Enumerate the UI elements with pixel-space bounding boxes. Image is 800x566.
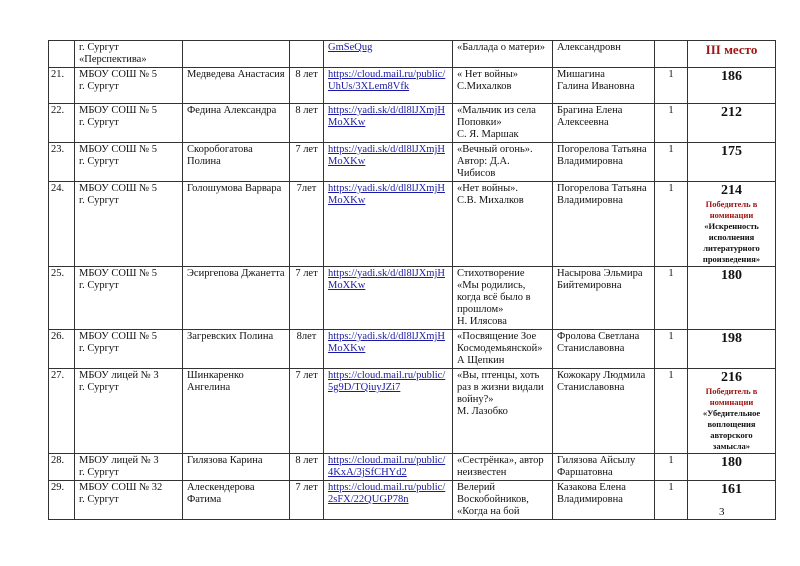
participant-name: Шинкаренко Ангелина bbox=[183, 369, 290, 454]
video-link[interactable]: MoXKw bbox=[328, 117, 366, 128]
link-cell bbox=[324, 143, 453, 182]
school-line: МБОУ лицей № 3 bbox=[79, 370, 159, 381]
count: 1 bbox=[655, 104, 688, 143]
school-line: МБОУ СОШ № 5 bbox=[79, 331, 158, 342]
work-line: «Мальчик из села Поповки» bbox=[457, 105, 536, 128]
work-line: А Щепкин bbox=[457, 355, 505, 366]
school-cell bbox=[75, 182, 183, 267]
school-cell bbox=[75, 143, 183, 182]
row-number: 29. bbox=[49, 481, 75, 520]
row-number: 27. bbox=[49, 369, 75, 454]
score: 212 bbox=[721, 105, 742, 120]
teacher-line: Кожокару Людмила bbox=[557, 370, 646, 381]
video-link[interactable]: MoXKw bbox=[328, 280, 366, 291]
teacher-line: Погорелова Татьяна bbox=[557, 144, 647, 155]
age: 7 лет bbox=[290, 369, 324, 454]
nomination-winner-label: Победитель в номинации bbox=[705, 386, 758, 407]
row-number: 26. bbox=[49, 330, 75, 369]
score: 180 bbox=[721, 455, 742, 470]
participant-name: Загревских Полина bbox=[183, 330, 290, 369]
teacher-cell bbox=[553, 41, 655, 68]
participants-table bbox=[48, 40, 776, 520]
score: 214 bbox=[721, 183, 742, 198]
table-row bbox=[49, 481, 776, 520]
video-link[interactable]: https://cloud.mail.ru/public/ bbox=[328, 482, 446, 493]
video-link[interactable]: https://cloud.mail.ru/public/ bbox=[328, 370, 446, 381]
video-link[interactable]: 4KxA/3jSfCHYd2 bbox=[328, 467, 407, 478]
score-cell bbox=[688, 143, 776, 182]
link-cell bbox=[324, 182, 453, 267]
work-cell bbox=[453, 143, 553, 182]
teacher-line: Фролова Светлана bbox=[557, 331, 640, 342]
teacher-cell bbox=[553, 104, 655, 143]
teacher-cell bbox=[553, 454, 655, 481]
score: 198 bbox=[721, 331, 742, 346]
link-cell bbox=[324, 454, 453, 481]
teacher-cell bbox=[553, 330, 655, 369]
school-line: г. Сургут bbox=[79, 467, 119, 478]
work-cell bbox=[453, 267, 553, 330]
video-link[interactable]: https://yadi.sk/d/dl8lJXmjH bbox=[328, 183, 445, 194]
teacher-line: Бийтемировна bbox=[557, 280, 622, 291]
work-line: «Посвящение Зое Космодемьянской» bbox=[457, 331, 543, 354]
school-line: г. Сургут bbox=[79, 382, 119, 393]
participant-name: Медведева Анастасия bbox=[183, 68, 290, 104]
video-link[interactable]: 5g9D/TQiuyJZi7 bbox=[328, 382, 401, 393]
video-link[interactable]: https://cloud.mail.ru/public/ bbox=[328, 455, 446, 466]
count: 1 bbox=[655, 454, 688, 481]
nomination-title: «Искренность исполнения литературного произведения» bbox=[702, 221, 761, 264]
participant-name bbox=[183, 41, 290, 68]
work-line: С. Я. Маршак bbox=[457, 129, 519, 140]
table-row bbox=[49, 68, 776, 104]
count: 1 bbox=[655, 143, 688, 182]
teacher-cell bbox=[553, 481, 655, 520]
teacher-cell bbox=[553, 182, 655, 267]
work-line: «Сестрёнка», автор неизвестен bbox=[457, 455, 544, 478]
row-number bbox=[49, 41, 75, 68]
row-number: 22. bbox=[49, 104, 75, 143]
school-line: МБОУ лицей № 3 bbox=[79, 455, 159, 466]
score-cell bbox=[688, 454, 776, 481]
row-number: 25. bbox=[49, 267, 75, 330]
score: 175 bbox=[721, 144, 742, 159]
count: 1 bbox=[655, 330, 688, 369]
video-link[interactable]: UhUs/3XLem8Vfk bbox=[328, 81, 410, 92]
participant-name: Федина Александра bbox=[183, 104, 290, 143]
work-cell bbox=[453, 454, 553, 481]
school-line: г. Сургут bbox=[79, 494, 119, 505]
school-line: г. Сургут bbox=[79, 195, 119, 206]
table-row bbox=[49, 182, 776, 267]
video-link[interactable]: MoXKw bbox=[328, 195, 366, 206]
school-cell bbox=[75, 41, 183, 68]
participant-name: Эсиргепова Джанетта bbox=[183, 267, 290, 330]
table-row bbox=[49, 267, 776, 330]
work-line: С.Михалков bbox=[457, 81, 512, 92]
school-cell bbox=[75, 481, 183, 520]
teacher-line: Казакова Елена bbox=[557, 482, 626, 493]
score: 180 bbox=[721, 268, 742, 283]
score-cell bbox=[688, 330, 776, 369]
count: 1 bbox=[655, 68, 688, 104]
count bbox=[655, 41, 688, 68]
work-line: С.В. Михалков bbox=[457, 195, 524, 206]
link-cell bbox=[324, 104, 453, 143]
work-cell bbox=[453, 182, 553, 267]
link-cell bbox=[324, 41, 453, 68]
teacher-cell bbox=[553, 68, 655, 104]
school-line: г. Сургут bbox=[79, 42, 119, 53]
teacher-cell bbox=[553, 369, 655, 454]
row-number: 23. bbox=[49, 143, 75, 182]
video-link[interactable]: https://yadi.sk/d/dl8lJXmjH bbox=[328, 331, 445, 342]
score-cell bbox=[688, 68, 776, 104]
teacher-line: Фаршатовна bbox=[557, 467, 613, 478]
video-link[interactable]: https://cloud.mail.ru/public/ bbox=[328, 69, 446, 80]
place-award: III место bbox=[705, 42, 758, 57]
age: 8лет bbox=[290, 330, 324, 369]
age: 7 лет bbox=[290, 481, 324, 520]
teacher-line: Владимировна bbox=[557, 494, 623, 505]
teacher-line: Станиславовна bbox=[557, 382, 625, 393]
work-line: Н. Илясова bbox=[457, 316, 507, 327]
count: 1 bbox=[655, 481, 688, 520]
school-cell bbox=[75, 454, 183, 481]
table-row bbox=[49, 369, 776, 454]
count: 1 bbox=[655, 182, 688, 267]
work-line: Стихотворение «Мы родились, когда всё было в прошлом» bbox=[457, 268, 531, 315]
school-line: «Перспектива» bbox=[79, 54, 147, 65]
work-line: Велерий Воскобойников, «Когда на бой bbox=[457, 482, 529, 517]
work-line: «Вы, птенцы, хоть раз в жизни видали войну?» bbox=[457, 370, 544, 405]
age: 8 лет bbox=[290, 104, 324, 143]
school-line: г. Сургут bbox=[79, 156, 119, 167]
table-row bbox=[49, 41, 776, 68]
page-number: 3 bbox=[719, 506, 725, 518]
link-cell bbox=[324, 68, 453, 104]
table-row bbox=[49, 330, 776, 369]
teacher-cell bbox=[553, 143, 655, 182]
teacher-line: Гилязова Айсылу bbox=[557, 455, 636, 466]
school-cell bbox=[75, 267, 183, 330]
age: 7 лет bbox=[290, 143, 324, 182]
school-line: МБОУ СОШ № 5 bbox=[79, 105, 158, 116]
teacher-line: Владимировна bbox=[557, 156, 623, 167]
teacher-cell bbox=[553, 267, 655, 330]
school-line: г. Сургут bbox=[79, 343, 119, 354]
score: 186 bbox=[721, 69, 742, 84]
teacher-line: Мишагина bbox=[557, 69, 605, 80]
score-cell bbox=[688, 481, 776, 520]
age: 8 лет bbox=[290, 68, 324, 104]
score: 216 bbox=[721, 370, 742, 385]
work-line: « Нет войны» bbox=[457, 69, 519, 80]
work-cell bbox=[453, 481, 553, 520]
link-cell bbox=[324, 481, 453, 520]
link-cell bbox=[324, 369, 453, 454]
teacher-line: Брагина Елена bbox=[557, 105, 623, 116]
work-cell bbox=[453, 330, 553, 369]
participant-name: Гилязова Карина bbox=[183, 454, 290, 481]
score-cell bbox=[688, 182, 776, 267]
teacher-line: Станиславовна bbox=[557, 343, 625, 354]
teacher-line: Алексеевна bbox=[557, 117, 609, 128]
work-cell bbox=[453, 68, 553, 104]
work-line: «Баллада о матери» bbox=[457, 42, 546, 53]
video-link[interactable]: GmSeQug bbox=[328, 42, 373, 53]
row-number: 21. bbox=[49, 68, 75, 104]
video-link[interactable]: https://yadi.sk/d/dl8lJXmjH bbox=[328, 105, 445, 116]
participant-name: Голошумова Варвара bbox=[183, 182, 290, 267]
school-line: г. Сургут bbox=[79, 117, 119, 128]
video-link[interactable]: 2sFX/22QUGP78n bbox=[328, 494, 409, 505]
school-line: г. Сургут bbox=[79, 280, 119, 291]
teacher-line: Александровн bbox=[557, 42, 621, 53]
school-line: МБОУ СОШ № 5 bbox=[79, 183, 158, 194]
school-line: МБОУ СОШ № 32 bbox=[79, 482, 163, 493]
work-line: М. Лазобко bbox=[457, 406, 508, 417]
age: 7 лет bbox=[290, 267, 324, 330]
work-line: «Нет войны». bbox=[457, 183, 519, 194]
work-cell bbox=[453, 104, 553, 143]
age: 7лет bbox=[290, 182, 324, 267]
school-line: МБОУ СОШ № 5 bbox=[79, 69, 158, 80]
row-number: 24. bbox=[49, 182, 75, 267]
score-cell bbox=[688, 104, 776, 143]
school-cell bbox=[75, 68, 183, 104]
teacher-line: Галина Ивановна bbox=[557, 81, 635, 92]
work-cell bbox=[453, 41, 553, 68]
school-line: МБОУ СОШ № 5 bbox=[79, 268, 158, 279]
score-cell bbox=[688, 369, 776, 454]
table-row bbox=[49, 104, 776, 143]
work-line: «Вечный огонь». Автор: Д.А. Чибисов bbox=[457, 144, 533, 179]
nomination-winner-label: Победитель в номинации bbox=[705, 199, 758, 220]
table-row bbox=[49, 143, 776, 182]
link-cell bbox=[324, 330, 453, 369]
score: 161 bbox=[721, 482, 742, 497]
nomination-title: «Убедительное воплощения авторского замысла» bbox=[702, 408, 761, 451]
table-row bbox=[49, 454, 776, 481]
row-number: 28. bbox=[49, 454, 75, 481]
school-cell bbox=[75, 104, 183, 143]
age: 8 лет bbox=[290, 454, 324, 481]
school-line: МБОУ СОШ № 5 bbox=[79, 144, 158, 155]
school-cell bbox=[75, 330, 183, 369]
teacher-line: Владимировна bbox=[557, 195, 623, 206]
video-link[interactable]: MoXKw bbox=[328, 343, 366, 354]
participant-name: Алескендерова Фатима bbox=[183, 481, 290, 520]
video-link[interactable]: https://yadi.sk/d/dl8lJXmjH bbox=[328, 144, 445, 155]
school-cell bbox=[75, 369, 183, 454]
video-link[interactable]: MoXKw bbox=[328, 156, 366, 167]
video-link[interactable]: https://yadi.sk/d/dl8lJXmjH bbox=[328, 268, 445, 279]
teacher-line: Насырова Эльмира bbox=[557, 268, 643, 279]
count: 1 bbox=[655, 267, 688, 330]
participant-name: Скоробогатова Полина bbox=[183, 143, 290, 182]
school-line: г. Сургут bbox=[79, 81, 119, 92]
count: 1 bbox=[655, 369, 688, 454]
link-cell bbox=[324, 267, 453, 330]
score-cell bbox=[688, 41, 776, 68]
work-cell bbox=[453, 369, 553, 454]
teacher-line: Погорелова Татьяна bbox=[557, 183, 647, 194]
age bbox=[290, 41, 324, 68]
score-cell bbox=[688, 267, 776, 330]
